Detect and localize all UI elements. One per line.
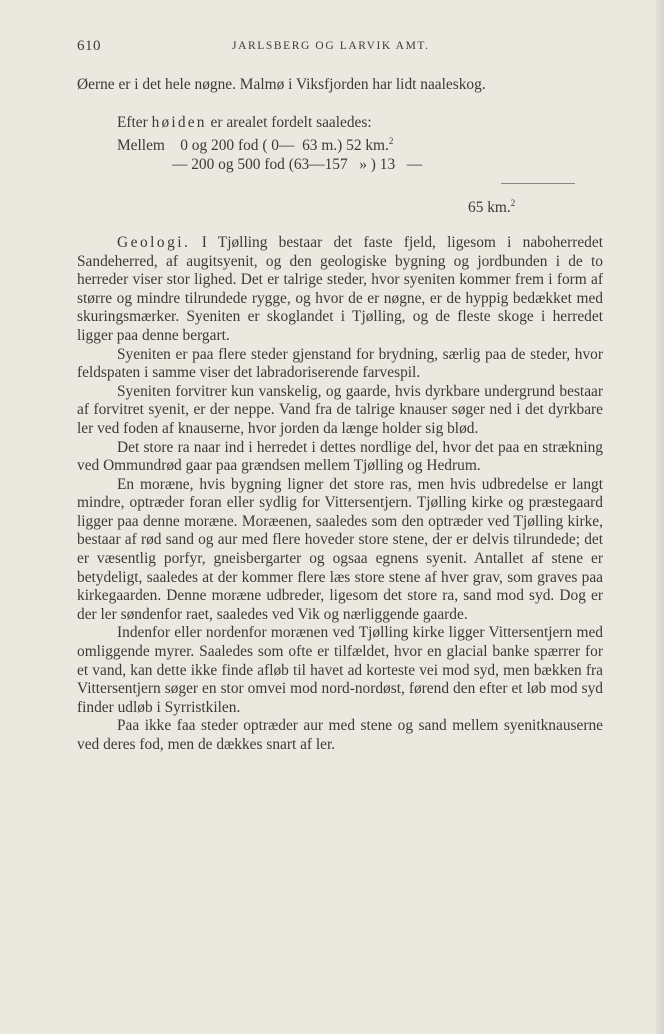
- height-table: [77, 114, 603, 218]
- sum-rule: [501, 183, 575, 184]
- height-total: [468, 194, 603, 218]
- page-edge: [656, 0, 664, 1034]
- geology-paragraph-7: Paa ikke faa steder optræder aur med stene og sand mellem syenitknauserne ved deres fod, men de dækkes snart af ler.: [77, 717, 603, 753]
- running-title: JARLSBERG OG LARVIK AMT.: [232, 40, 430, 52]
- geology-paragraph-5: En moræne, hvis bygning ligner det store ras, men hvis udbredelse er langt mindre, optræder foran eller sydlig for Vittersentjern. Tjølling kirke og præstegaard ligger paa denne moræne. Moræenen, saaledes som den optræder ved Tjølling kirke, bestaar af rød sand og aur med flere hoveder store stene, der er delvis tilrundede; det er væsentlig porfyr, gneisbergarter og ogsaa egnens syenit. Antallet af stene er betydeligt, saaledes at der kommer flere læs store stene af hver grav, som graves paa kirkegaarden. Denne moræne udbreder, ligesom det store ra, sand mod syd. Dog er der ler søndenfor raet, saaledes ved Vik og nærliggende gaarde.: [77, 475, 603, 623]
- height-table-intro: [77, 114, 603, 133]
- geology-paragraph-3: Syeniten forvitrer kun vanskelig, og gaarde, hvis dyrkbare undergrund bestaar af forvitret syenit, er der neppe. Vand fra de talrige knauser søger ned i det dyrkbare ler ved foden af knauserne, hvor jorden da længe holder sig blød.: [77, 382, 603, 437]
- geology-heading: Geologi.: [117, 233, 191, 251]
- body-text: [77, 76, 603, 755]
- geology-paragraph-2: Syeniten er paa flere steder gjenstand for brydning, særlig paa de steder, hvor feldspaten i samme viser det labradoriserende farvespil.: [77, 345, 603, 382]
- height-row-1-text: Mellem 0 og 200 fod ( 0— 63 m.) 52 km.: [117, 137, 389, 155]
- geology-paragraph-4: Det store ra naar ind i herredet i dettes nordlige del, hvor det paa en strækning ved Ommundrød gaar paa grændsen mellem Tjølling og Hedrum.: [77, 438, 603, 475]
- section-gap: [77, 218, 603, 234]
- geology-paragraph-6: Indenfor eller nordenfor morænen ved Tjølling kirke ligger Vittersentjern med omliggende myrer. Saaledes som ofte er tilfældet, hvor en glacial banke spærrer for et vand, kan dette ikke finde afløb til havet ad korteste vei mod syd, men bækken fra Vittersentjern søger en stor omvei mod nord-nordøst, førend den efter et løb mod syd finder udløb i Syrristkilen.: [77, 624, 603, 716]
- height-row-1: [117, 132, 603, 156]
- height-row-1-sup: 2: [388, 136, 394, 147]
- page-number: 610: [77, 38, 101, 54]
- intro-before: Efter: [117, 113, 152, 131]
- intro-after: er arealet fordelt saaledes:: [206, 113, 372, 131]
- intro-paragraph: Øerne er i det hele nøgne. Malmø i Viksfjorden har lidt naaleskog.: [77, 76, 486, 93]
- height-total-sup: 2: [510, 198, 516, 209]
- height-total-text: 65 km.: [468, 199, 511, 217]
- height-row-2: — 200 og 500 fod (63—157 » ) 13 —: [172, 155, 423, 173]
- intro-spaced-word: høiden: [151, 113, 207, 131]
- geology-paragraph-1: [77, 234, 603, 346]
- geology-p1-text: I Tjølling bestaar det faste fjeld, ligesom i naboherredet Sandeherred, af augitsyenit, og den geologiske bygning og jordbunden i de to herreder viser stor lighed. Det er talrige steder, hvor syeniten kommer frem i form af større og mindre tilrundede rygge, og hvor de er nøgne, er de hyppig bedækket med skuringsmærker. Syeniten er skoglandet i Tjølling, og de fleste skoge i herredet ligger paa denne bergart.: [77, 233, 603, 344]
